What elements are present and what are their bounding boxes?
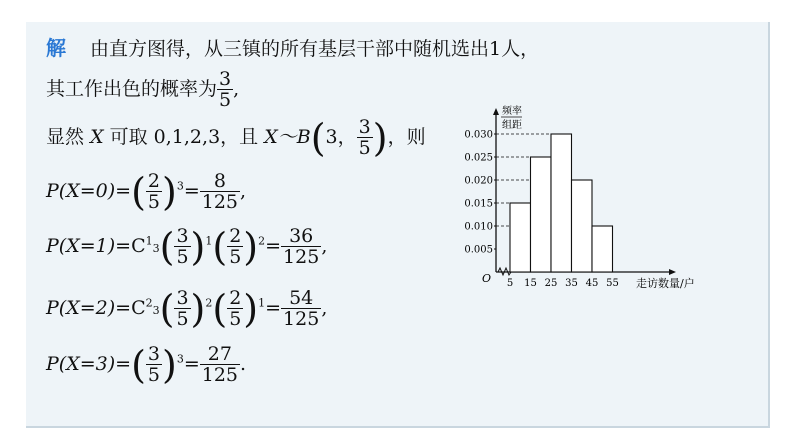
- line-3: 显然 X 可取 0,1,2,3，且 X～B(3， $\frac{3}{5}$ )，则: [46, 116, 426, 160]
- histogram-bar: [551, 134, 572, 272]
- x-tick-label: 35: [565, 278, 578, 289]
- ylabel-top: 频率: [502, 106, 522, 117]
- x-tick-label: 15: [524, 278, 537, 289]
- x-tick-label: 55: [606, 278, 619, 289]
- histogram-bar: [572, 180, 593, 272]
- y-tick-label: 0.020: [464, 175, 493, 187]
- x-tick-label: 25: [544, 278, 558, 289]
- formula-p0: P(X=0)=( $\frac{2}{5}$ )$^3$= $\frac{8}{125}$ ,: [46, 170, 247, 214]
- probability-fraction: $\frac{3}{5}$: [219, 68, 232, 111]
- histogram-bar: [592, 226, 613, 272]
- formula-p3: P(X=3)=( $\frac{3}{5}$ )$^3$= $\frac{27}{125}$ .: [46, 343, 247, 387]
- x-axis-arrow: [669, 269, 676, 275]
- formula-p1: $P(X=1)=C^13$( $\frac{3}{5}$ )$^1$( $\frac{2}{5}$ )$^2$= $\frac{36}{125}$ ,: [46, 225, 328, 269]
- line-2: 其工作出色的概率为 $\frac{3}{5}$ ,: [46, 68, 240, 111]
- y-tick-label: 0.005: [464, 244, 493, 256]
- y-tick-label: 0.010: [464, 221, 493, 233]
- y-tick-label: 0.030: [464, 129, 493, 141]
- histogram-chart: [440, 100, 700, 300]
- histogram-bar: [531, 157, 552, 272]
- y-tick-label: 0.015: [464, 198, 493, 210]
- y-tick-label: 0.025: [464, 152, 493, 164]
- origin-label: O: [482, 272, 492, 285]
- y-axis-arrow: [493, 108, 499, 115]
- line-1: [46, 32, 539, 61]
- formula-p2: $P(X=2)=C^23$( $\frac{3}{5}$ )$^2$( $\frac{2}{5}$ )$^1$= $\frac{54}{125}$ ,: [46, 287, 328, 331]
- histogram-bar: [510, 203, 531, 272]
- line-2-text: 其工作出色的概率为: [46, 78, 218, 100]
- x-tick-label: 45: [585, 278, 599, 289]
- line-1-text: 由直方图得，从三镇的所有基层干部中随机选出1人，: [90, 38, 540, 60]
- ylabel-bottom: 组距: [502, 120, 522, 131]
- xlabel: 走访数量/户: [636, 277, 695, 290]
- x-tick-label: 5: [506, 278, 514, 289]
- solution-tag: 解: [46, 36, 66, 60]
